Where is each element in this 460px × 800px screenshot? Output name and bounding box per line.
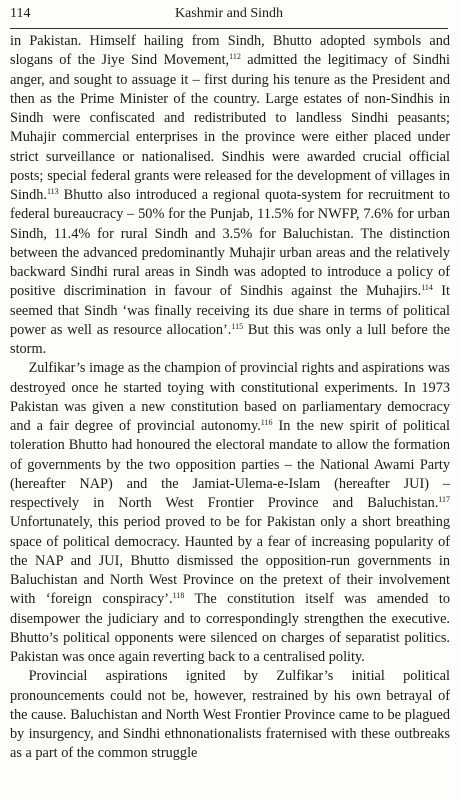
footnote-ref: 116 xyxy=(260,418,273,427)
text-run: But this was only a lull before the storm. xyxy=(10,321,450,357)
paragraph xyxy=(10,32,450,359)
text-run: In the new spirit of political toleration Bhutto had honoured the electoral mandate to allow the formation of governments by the two opposition parties – the National Awami Party (hereafter NAP) and the Jamiat-Ulema-e-Islam (hereafter JUI) – respectively in North West Frontier Province and Baluchistan. xyxy=(10,418,450,511)
text-run: Unfortunately, this period proved to be for Pakistan only a short breathing space of political democracy. Haunted by a fear of increasing popularity of the NAP and JUI, Bhutto dismissed the opposition-run governments in Baluchistan and North West Province on the pretext of their involvement with ‘foreign conspiracy’. xyxy=(10,514,450,608)
paragraph xyxy=(10,667,450,763)
page-header xyxy=(10,3,448,25)
footnote-ref: 112 xyxy=(229,52,241,62)
text-run: admitted the legitimacy of Sindhi anger, and sought to assuage it – first during his tenure as the President and then as the Prime Minister of the country. Large estates of non-Sindhis in Sindh were confiscated and redistributed to landless Sindhi peasants; Muhajir commercial enterprises in the province were either placed under strict surveillance or nationalised. Sindhis were awarded crucial official posts; special federal grants were released for the development of villages in Sindh. xyxy=(10,52,450,203)
text-run: Provincial aspirations ignited by Zulfikar’s initial political pronouncements could not be, however, restrained by his own betrayal of the cause. Baluchistan and North West Frontier Province came to be plagued by insurgency, and Sindhi ethnonationalists fraternised with these outbreaks as a part of the common struggle xyxy=(10,668,450,762)
text-run: It seemed that Sindh ‘was finally receiving its due share in terms of political power as well as resource allocation’. xyxy=(10,283,450,338)
header-rule xyxy=(10,28,448,29)
text-run: The constitution itself was amended to disempower the judiciary and to correspondingly strengthen the executive. Bhutto’s political opponents were silenced on charges of separatist politics. Pakistan was once again reverting back to a centralised polity. xyxy=(10,591,450,665)
paragraph xyxy=(10,359,450,667)
footnote-ref: 115 xyxy=(231,321,244,331)
footnote-ref: 113 xyxy=(46,187,59,196)
footnote-ref: 117 xyxy=(438,495,450,504)
text-run: in Pakistan. Himself hailing from Sindh, Bhutto adopted symbols and slogans of the Jiye Sind Movement, xyxy=(10,33,450,69)
text-run: Zulfikar’s image as the champion of provincial rights and aspirations was destroyed once he started toying with constitutional experiments. In 1973 Pakistan was given a new constitution based on parliamentary democracy and a fair degree of provincial autonomy. xyxy=(10,360,450,434)
text-run: Bhutto also introduced a regional quota-system for recruitment to federal bureaucracy – 50% for the Punjab, 11.5% for NWFP, 7.6% for urban Sindh, 11.4% for rural Sindh and 3.5% for Baluchistan. The distinction between the advanced predominantly Muhajir urban areas and the relatively backward Sindhi rural areas in Sindh was adopted to introduce a policy of positive discrimination in favour of Sindhis against the Muhajirs. xyxy=(10,187,450,300)
page-number: 114 xyxy=(10,6,31,21)
footnote-ref: 114 xyxy=(421,283,433,293)
footnote-ref: 118 xyxy=(172,591,185,601)
running-title: Kashmir and Sindh xyxy=(174,6,284,21)
body-text xyxy=(10,32,450,764)
